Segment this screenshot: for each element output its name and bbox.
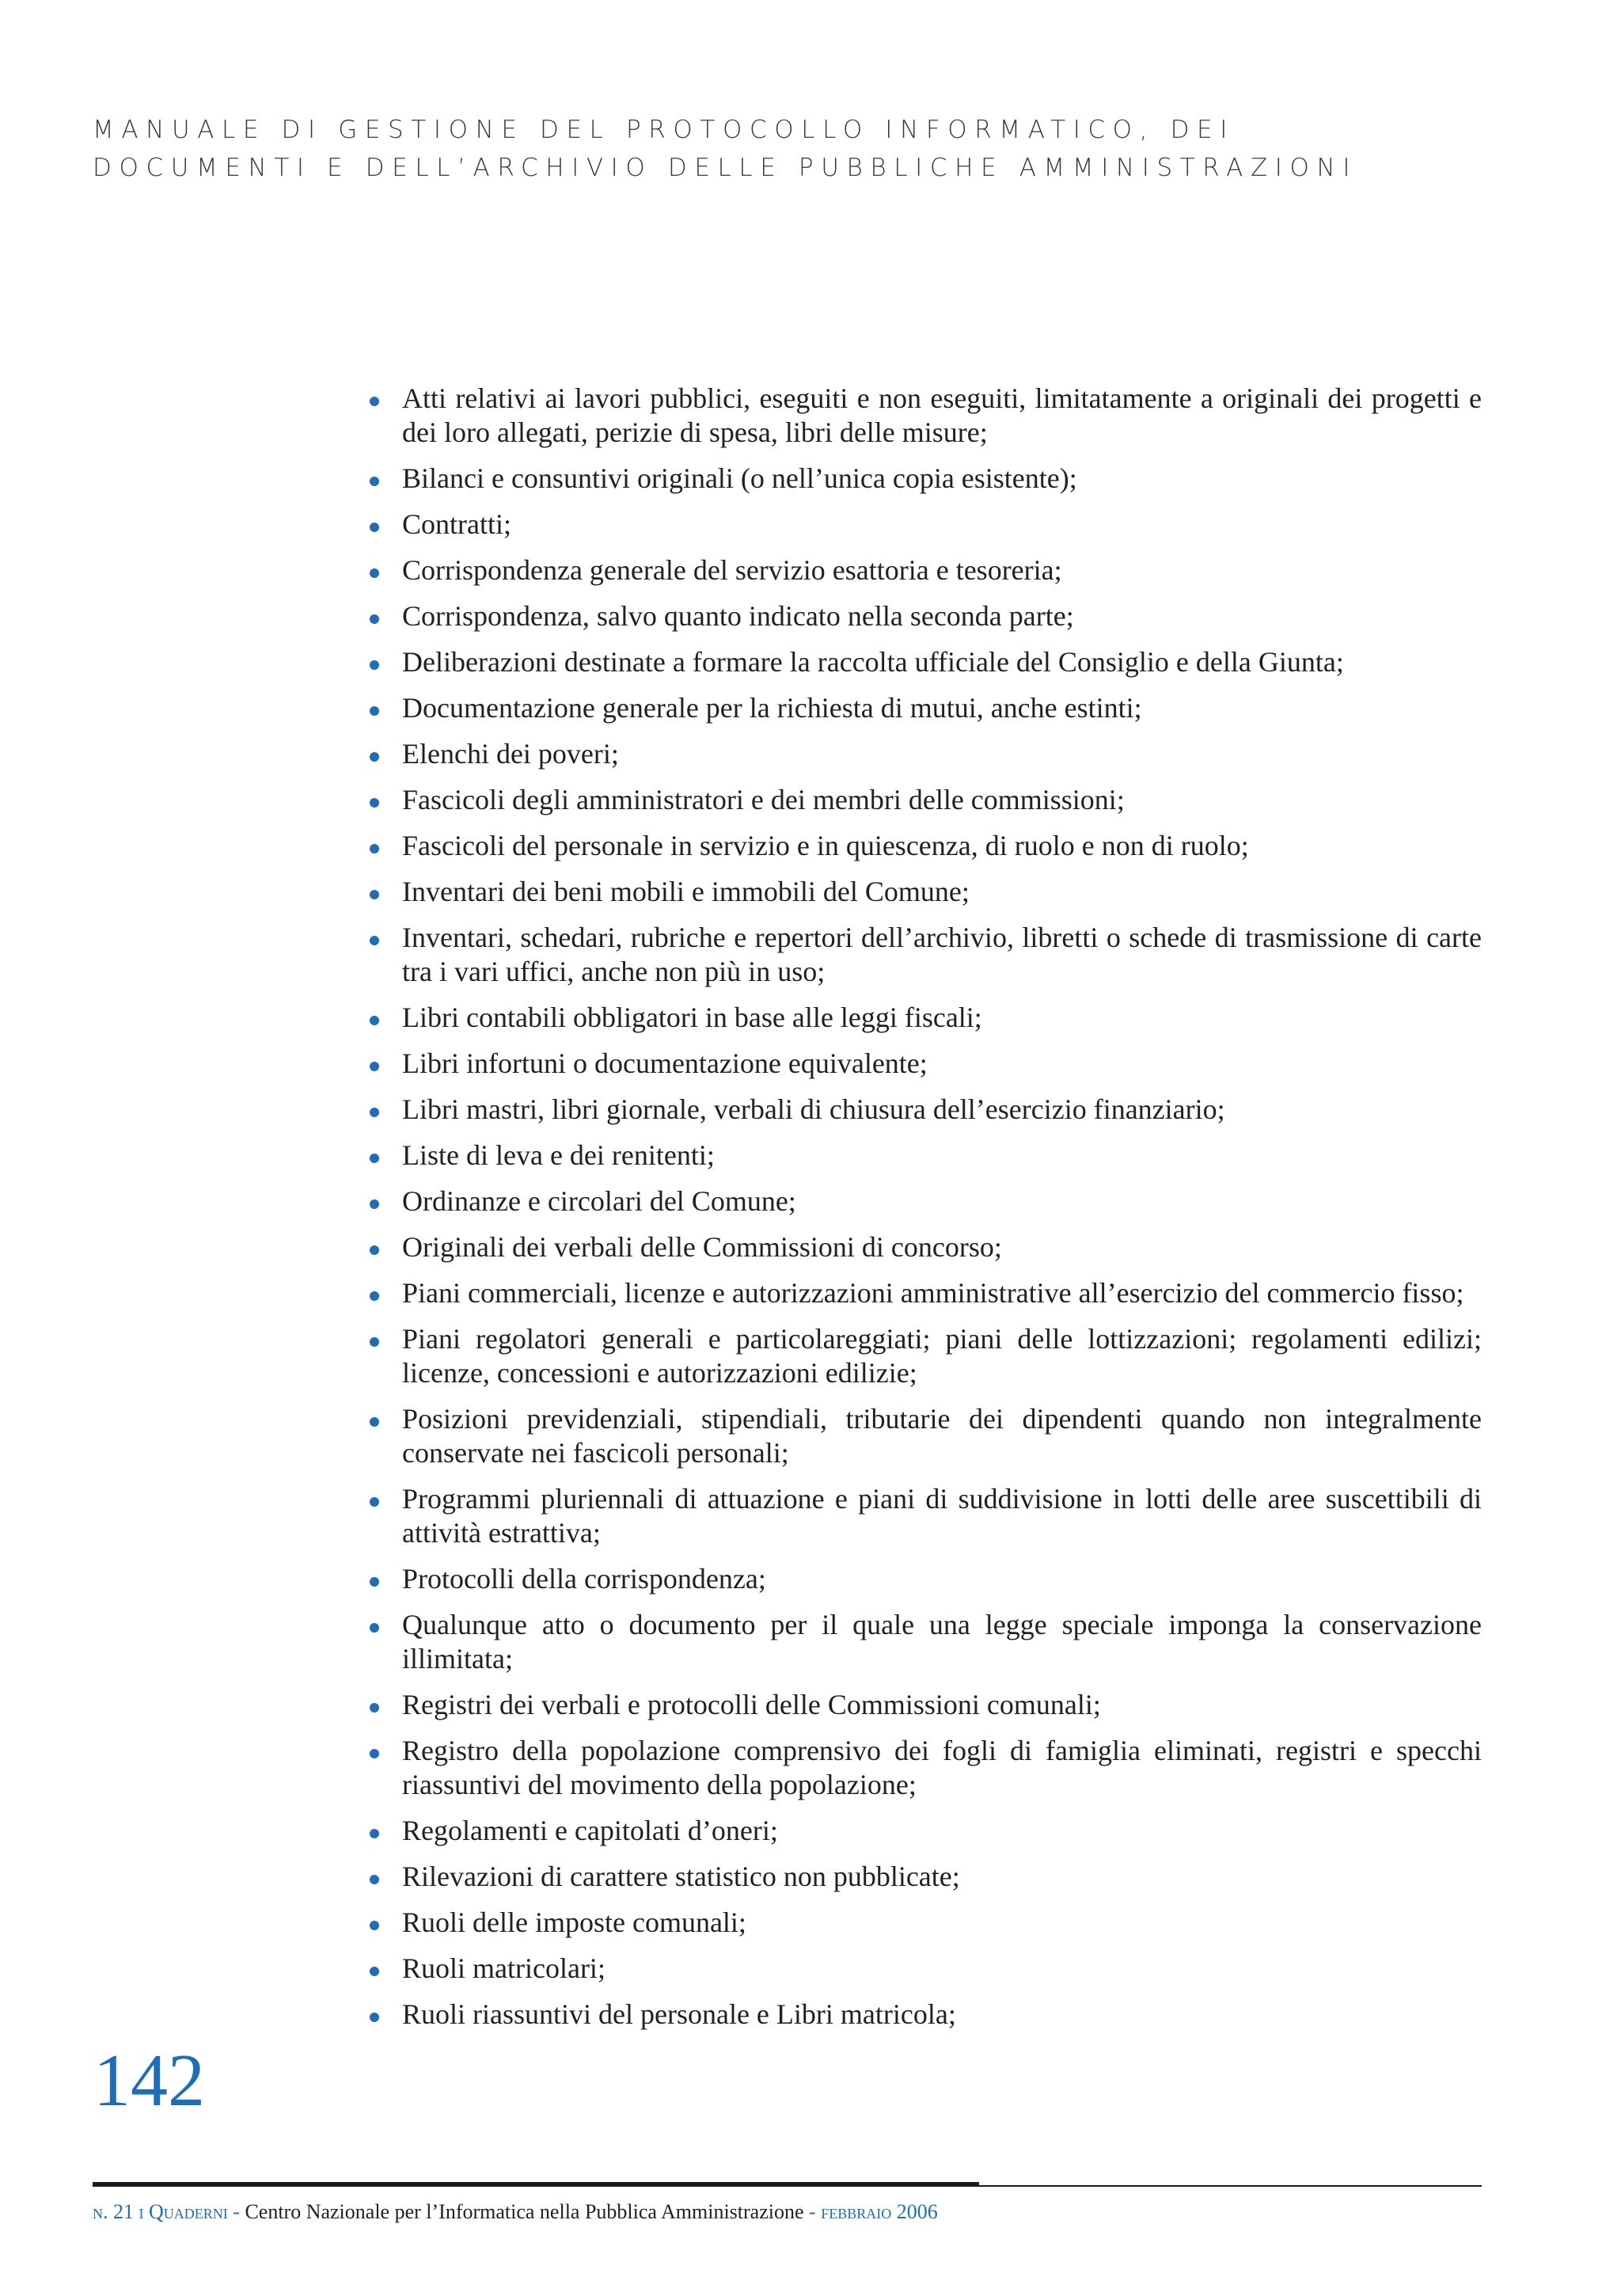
bullet-icon	[370, 1875, 379, 1884]
running-header-line-2: DOCUMENTI E DELL’ARCHIVIO DELLE PUBBLICHE AMMINISTRAZIONI	[93, 154, 1358, 182]
list-item-text: Registro della popolazione comprensivo dei fogli di famiglia eliminati, registri e specchi riassuntivi del movimento della popolazione;	[402, 1735, 1482, 1800]
footer-rule-accent	[93, 2182, 979, 2187]
list-item-text: Ordinanze e circolari del Comune;	[402, 1185, 796, 1217]
footer	[93, 2199, 938, 2225]
bullet-icon	[370, 1497, 379, 1507]
list-item-text: Libri contabili obbligatori in base alle leggi fiscali;	[402, 1002, 982, 1033]
bullet-icon	[370, 1337, 379, 1347]
list-item-text: Piani commerciali, licenze e autorizzazioni amministrative all’esercizio del commercio fisso;	[402, 1277, 1464, 1309]
list-item-text: Posizioni previdenziali, stipendiali, tributarie dei dipendenti quando non integralmente conservate nei fascicoli personali;	[402, 1403, 1482, 1469]
list-item	[366, 1734, 1482, 1802]
list-item-text: Originali dei verbali delle Commissioni di concorso;	[402, 1231, 1002, 1263]
list-item-text: Documentazione generale per la richiesta di mutui, anche estinti;	[402, 692, 1142, 724]
running-header	[93, 111, 1533, 187]
list-item	[366, 462, 1482, 496]
list-item-text: Protocolli della corrispondenza;	[402, 1563, 766, 1595]
list-item-text: Ruoli riassuntivi del personale e Libri matricola;	[402, 1998, 956, 2030]
list-item	[366, 1402, 1482, 1470]
list-item-text: Ruoli delle imposte comunali;	[402, 1906, 746, 1938]
bullet-icon	[370, 1921, 379, 1930]
list-item-text: Libri infortuni o documentazione equivalente;	[402, 1047, 928, 1079]
list-item-text: Contratti;	[402, 508, 511, 540]
list-item-text: Corrispondenza generale del servizio esattoria e tesoreria;	[402, 554, 1062, 586]
bullet-icon	[370, 1623, 379, 1633]
list-item-text: Liste di leva e dei renitenti;	[402, 1139, 715, 1171]
list-item	[366, 1184, 1482, 1218]
list-item-text: Fascicoli del personale in servizio e in quiescenza, di ruolo e non di ruolo;	[402, 830, 1249, 861]
bullet-icon	[370, 660, 379, 670]
list-item	[366, 1001, 1482, 1035]
list-item	[366, 1093, 1482, 1127]
list-item	[366, 691, 1482, 725]
list-item	[366, 829, 1482, 863]
list-item-text: Libri mastri, libri giornale, verbali di chiusura dell’esercizio finanziario;	[402, 1093, 1225, 1125]
list-item	[366, 1608, 1482, 1676]
list-item	[366, 783, 1482, 817]
list-item-text: Rilevazioni di carattere statistico non pubblicate;	[402, 1861, 960, 1892]
bullet-icon	[370, 614, 379, 624]
bullet-icon	[370, 890, 379, 899]
bullet-icon	[370, 798, 379, 808]
list-item	[366, 875, 1482, 909]
page-number: 142	[93, 2039, 205, 2122]
bullet-icon	[370, 397, 379, 406]
list-item	[366, 507, 1482, 542]
list-item-text: Regolamenti e capitolati d’oneri;	[402, 1815, 778, 1846]
footer-separator: -	[803, 2200, 822, 2223]
list-item	[366, 1276, 1482, 1310]
list-item-text: Bilanci e consuntivi originali (o nell’unica copia esistente);	[402, 462, 1077, 494]
bullet-icon	[370, 1062, 379, 1071]
bullet-icon	[370, 1199, 379, 1209]
bullet-icon	[370, 1291, 379, 1301]
bullet-icon	[370, 523, 379, 532]
list-item-text: Atti relativi ai lavori pubblici, eseguiti e non eseguiti, limitatamente a originali dei progetti e dei loro allegati, perizie di spesa, libri delle misure;	[402, 382, 1482, 448]
list-item	[366, 737, 1482, 771]
list-item-text: Deliberazioni destinate a formare la raccolta ufficiale del Consiglio e della Giunta;	[402, 646, 1344, 678]
bullet-icon	[370, 1577, 379, 1587]
document-list	[366, 382, 1482, 2043]
bullet-icon	[370, 1829, 379, 1838]
list-item	[366, 1562, 1482, 1596]
bullet-icon	[370, 1703, 379, 1712]
bullet-icon	[370, 752, 379, 762]
bullet-icon	[370, 568, 379, 578]
list-item	[366, 1047, 1482, 1081]
list-item-text: Programmi pluriennali di attuazione e piani di suddivisione in lotti delle aree suscettibili di attività estrattiva;	[402, 1483, 1482, 1549]
bullet-icon	[370, 1749, 379, 1758]
bullet-icon	[370, 1154, 379, 1163]
list-item-text: Ruoli matricolari;	[402, 1952, 606, 1984]
list-item-text: Elenchi dei poveri;	[402, 738, 619, 770]
list-item	[366, 1860, 1482, 1894]
list-item	[366, 1688, 1482, 1722]
list-item	[366, 1998, 1482, 2032]
list-item	[366, 1952, 1482, 1986]
bullet-icon	[370, 1016, 379, 1025]
list-item	[366, 1322, 1482, 1390]
bullet-icon	[370, 1245, 379, 1255]
list-item-text: Inventari dei beni mobili e immobili del Comune;	[402, 876, 970, 907]
footer-series: n. 21 i Quaderni	[93, 2200, 228, 2223]
list-item	[366, 645, 1482, 679]
bullet-icon	[370, 706, 379, 716]
list-item	[366, 382, 1482, 450]
bullet-icon	[370, 936, 379, 945]
list-item	[366, 1482, 1482, 1550]
list-item-text: Qualunque atto o documento per il quale una legge speciale imponga la conservazione illimitata;	[402, 1609, 1482, 1674]
bullet-icon	[370, 1108, 379, 1117]
list-item	[366, 921, 1482, 989]
footer-separator: -	[227, 2200, 245, 2223]
bullet-icon	[370, 1417, 379, 1427]
list-item-text: Inventari, schedari, rubriche e repertori dell’archivio, libretti o schede di trasmissione di carte tra i vari uffici, anche non più in uso;	[402, 922, 1482, 987]
list-item-text: Corrispondenza, salvo quanto indicato nella seconda parte;	[402, 600, 1074, 632]
list-item	[366, 1138, 1482, 1173]
list-item	[366, 1230, 1482, 1264]
list-item-text: Fascicoli degli amministratori e dei membri delle commissioni;	[402, 784, 1125, 815]
footer-date: febbraio 2006	[821, 2200, 938, 2223]
list-item-text: Registri dei verbali e protocolli delle Commissioni comunali;	[402, 1689, 1101, 1720]
bullet-icon	[370, 1967, 379, 1976]
list-item	[366, 1814, 1482, 1848]
list-item	[366, 599, 1482, 633]
footer-organization: Centro Nazionale per l’Informatica nella Pubblica Amministrazione	[245, 2200, 804, 2223]
list-item	[366, 1906, 1482, 1940]
bullet-icon	[370, 477, 379, 486]
running-header-line-1: MANUALE DI GESTIONE DEL PROTOCOLLO INFORMATICO, DEI	[93, 116, 1235, 144]
bullet-icon	[370, 2013, 379, 2022]
list-item	[366, 553, 1482, 587]
list-item-text: Piani regolatori generali e particolareggiati; piani delle lottizzazioni; regolamenti edilizi; licenze, concessioni e autorizzazioni edilizie;	[402, 1323, 1482, 1389]
bullet-icon	[370, 844, 379, 853]
